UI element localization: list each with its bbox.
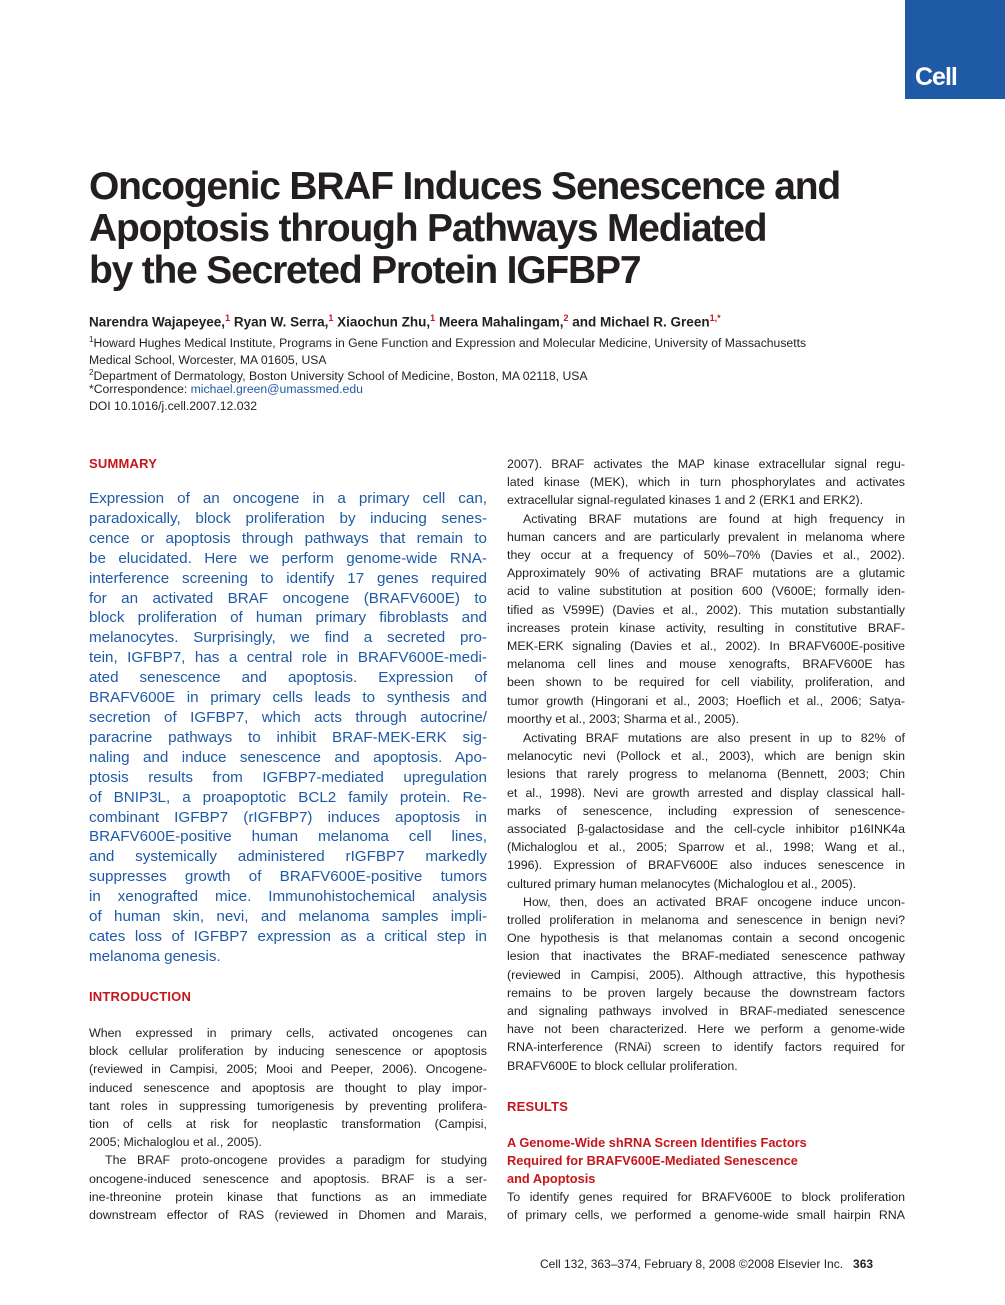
body-line: How, then, does an activated BRAF oncogene induce uncon- [523,894,905,909]
author-affil: 1 [225,313,231,323]
author-affil: 2 [563,313,569,323]
summary-line: cates loss of IGFBP7 expression as a critical step in [89,927,487,945]
body-line: Activating BRAF mutations are also present in up to 82% of [523,731,905,745]
body-line: et al., 1998). Nevi are growth arrested and display classical hall- [507,785,905,800]
correspondence-label: *Correspondence: [89,382,191,396]
body-line: associated β-galactosidase and the cell-cycle inhibitor p16INK4a [507,822,905,837]
right-column-text-a [507,455,905,728]
body-line: (Michaloglou et al., 2005; Sparrow et al., 1998; Wang et al., [507,840,905,855]
body-line: marks of senescence, including expression of senescence- [507,803,905,818]
page-footer [540,1257,873,1271]
body-line: 1996). Expression of BRAFV600E also induces senescence in [507,858,905,873]
intro-line: induced senescence and apoptosis are thought to play impor- [89,1080,487,1095]
body-line: extracellular signal-regulated kinases 1 and 2 (ERK1 and ERK2). [507,493,864,508]
subheading-line: Required for BRAFV600E-Mediated Senescence [507,1153,798,1168]
footer-citation: Cell 132, 363–374, February 8, 2008 ©2008 Elsevier Inc. [540,1257,844,1271]
subheading-line: A Genome-Wide shRNA Screen Identifies Factors [507,1135,807,1150]
body-line: melanoma cell lines and mouse xenografts, BRAFV600E has [507,657,905,672]
summary-line: suppresses growth of BRAFV600E-positive tumors [89,868,487,886]
summary-line: block proliferation of human primary fibroblasts and [89,609,487,627]
body-line: cultured primary human melanocytes (Michaloglou et al., 2005). [507,876,857,891]
summary-line: interference screening to identify 17 genes required [89,569,487,587]
summary-line: paracrine pathways to inhibit BRAF-MEK-ERK sig- [89,728,487,746]
right-column-text-c [507,1188,905,1224]
body-line: tified as V599E) (Davies et al., 2002). This mutation substantially [507,602,905,617]
author-list [89,313,721,330]
correspondence [89,381,889,398]
results-heading: RESULTS [507,1099,569,1114]
intro-line: downstream effector of RAS (reviewed in Dhomen and Marais, [89,1208,487,1223]
correspondence-email-link[interactable]: michael.green@umassmed.edu [190,382,363,396]
intro-line: ine-threonine protein kinase that functions as an immediate [89,1189,487,1204]
introduction-heading: INTRODUCTION [89,989,192,1004]
body-line: and signaling pathways involved in BRAF-mediated senescence [507,1004,905,1019]
body-line: MEK-ERK signaling (Davies et al., 2002). In BRAFV600E-positive [507,639,905,654]
intro-line: 2005; Michaloglou et al., 2005). [89,1135,262,1150]
summary-line: and systemically administered rIGFBP7 markedly [89,848,487,866]
summary-text [89,489,487,967]
affil-marker: 2 [89,368,94,377]
affil-text: Howard Hughes Medical Institute, Programs in Gene Function and Expression and Molecular Medicine, University of Massachusetts [93,336,807,351]
body-line: lesion that inactivates the BRAF-mediated senescence pathway [507,949,905,964]
body-line: acid to valine substitution at position 600 (V600E; formally iden- [507,584,905,599]
body-line: To identify genes required for BRAFV600E to block proliferation [507,1190,905,1204]
author-name: Narendra Wajapeyee, [89,314,226,330]
body-line: remains to be proven largely because the downstream factors [507,985,905,1000]
summary-line: Expression of an oncogene in a primary cell can, [89,490,487,507]
body-line: of primary cells, we performed a genome-wide small hairpin RNA [507,1208,905,1223]
subheading-line: and Apoptosis [507,1171,596,1186]
author-name: and Michael R. Green [572,314,710,330]
summary-line: ptosis results from IGFBP7-mediated upregulation [89,768,487,786]
summary-line: be elucidated. Here we perform genome-wide RNA- [89,549,487,567]
summary-line: BRAFV600E in primary cells leads to synthesis and [89,689,487,707]
body-line: (reviewed in Campisi, 2005). Although attractive, this hypothesis [507,967,905,982]
intro-line: (reviewed in Campisi, 2005; Mooi and Peeper, 2006). Oncogene- [89,1062,487,1077]
page-number: 363 [853,1257,874,1271]
body-line: 2007). BRAF activates the MAP kinase extracellular signal regu- [507,457,905,471]
body-line: increases protein kinase activity, resulting in constitutive BRAF- [507,620,905,635]
author-affil: 1 [328,313,334,323]
results-subheading [507,1134,807,1188]
intro-line: tion of cells at risk for neoplastic transformation (Campisi, [89,1117,487,1132]
title-line: by the Secreted Protein IGFBP7 [89,249,641,292]
summary-line: cence or apoptosis through pathways that remain to [89,529,487,547]
intro-line: tant roles in suppressing tumorigenesis by preventing prolifera- [89,1098,487,1113]
author-name: Xiaochun Zhu, [337,314,431,330]
summary-line: melanocytes. Surprisingly, we find a secreted pro- [89,629,487,647]
summary-line: paradoxically, block proliferation by inducing senes- [89,509,487,527]
body-line: they occur at a frequency of 50%–70% (Davies et al., 2002). [507,548,905,563]
body-line: Activating BRAF mutations are found at high frequency in [523,511,905,526]
intro-line: block cellular proliferation by inducing senescence or apoptosis [89,1044,487,1059]
summary-line: in xenografted mice. Immunohistochemical analysis [89,888,487,906]
body-line: lesions that rarely progress to melanoma (Bennett, 2003; Chin [507,767,905,782]
body-line: melanocytic nevi (Pollock et al., 2003), which are benign skin [507,749,905,764]
body-line: human cancers and are particularly prevalent in melanoma where [507,529,905,544]
body-line: have not been characterized. Here we perform a genome-wide [507,1022,905,1037]
summary-line: of BNIP3L, a proapoptotic BCL2 family protein. Re- [89,788,487,806]
author-name: Meera Mahalingam, [438,314,564,330]
summary-line: of human skin, nevi, and melanoma samples impli- [89,908,487,926]
doi: DOI 10.1016/j.cell.2007.12.032 [89,399,258,413]
body-line: trolled proliferation in melanoma and senescence in benign nevi? [507,913,905,928]
summary-line: ated senescence and apoptosis. Expression of [89,669,487,687]
affil-text: Medical School, Worcester, MA 01605, USA [89,353,327,368]
article-title [89,166,909,292]
intro-line: oncogene-induced senescence and apoptosis. BRAF is a ser- [89,1171,487,1186]
title-line: Oncogenic BRAF Induces Senescence and [89,165,840,208]
author-affil: 1 [430,313,436,323]
body-line: tumor growth (Hingorani et al., 2003; Hoeflich et al., 2006; Satya- [507,693,905,708]
author-name: Ryan W. Serra, [233,314,329,330]
body-line: RNA-interference (RNAi) screen to identify factors required for [507,1040,905,1055]
summary-line: for an activated BRAF oncogene (BRAFV600E) to [89,589,487,607]
affil-marker: 1 [89,335,94,344]
body-line: moorthy et al., 2003; Sharma et al., 2005). [507,711,740,726]
intro-line: When expressed in primary cells, activated oncogenes can [89,1026,487,1040]
body-line: Approximately 90% of activating BRAF mutations are a glutamic [507,566,905,581]
journal-logo: Cell [905,0,1005,99]
affil-text: Department of Dermatology, Boston University School of Medicine, Boston, MA 02118, USA [93,369,588,384]
summary-heading: SUMMARY [89,456,158,471]
body-line: One hypothesis is that melanomas contain a second oncogenic [507,931,905,946]
body-line: been shown to be required for cell viability, proliferation, and [507,675,905,690]
summary-line: BRAFV600E-positive human melanoma cell lines, [89,828,487,846]
summary-line: naling and induce senescence and apoptosis. Apo- [89,748,487,766]
summary-line: tein, IGFBP7, has a central role in BRAFV600E-medi- [89,649,487,667]
summary-line: melanoma genesis. [89,947,221,965]
summary-line: secretion of IGFBP7, which acts through autocrine/ [89,708,487,726]
right-column-text-b [507,729,905,1075]
body-line: lated kinase (MEK), which in turn phosphorylates and activates [507,475,905,490]
intro-line: The BRAF proto-oncogene provides a paradigm for studying [105,1153,487,1168]
summary-line: combinant IGFBP7 (rIGFBP7) induces apoptosis in [89,808,487,826]
body-line: BRAFV600E to block cellular proliferation. [507,1058,738,1073]
introduction-text [89,1024,487,1224]
author-affil: 1,* [709,313,721,323]
title-line: Apoptosis through Pathways Mediated [89,207,767,250]
